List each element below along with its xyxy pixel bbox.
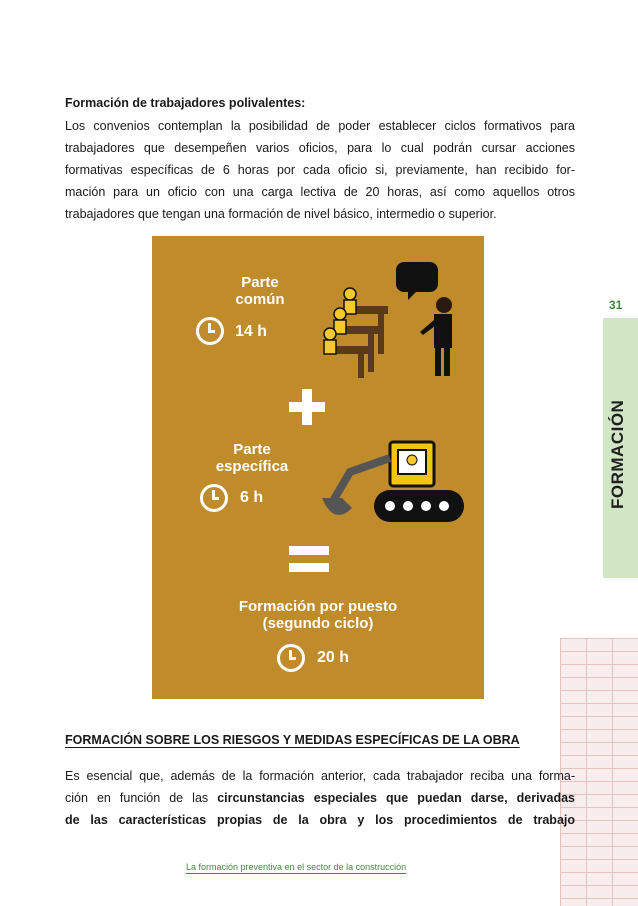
paragraph-line: Es esencial que, además de la formación anterior, cada trabajador reciba una forma- bbox=[65, 769, 575, 783]
equals-symbol-bottom bbox=[289, 563, 329, 572]
paragraph bbox=[65, 115, 575, 225]
paragraph-line: trabajadores que tengan una formación de nivel básico, intermedio o superior. bbox=[65, 207, 497, 221]
clock-icon bbox=[196, 317, 224, 345]
common-hours: 14 h bbox=[235, 323, 268, 340]
specific-hours: 6 h bbox=[240, 489, 264, 506]
paragraph bbox=[65, 765, 575, 831]
paragraph-line: trabajadores que desempeñen varios oficios, para lo cual podrán cursar acciones bbox=[65, 141, 575, 155]
page-number: 31 bbox=[609, 298, 623, 312]
equals-symbol-top bbox=[289, 546, 329, 555]
clock-icon bbox=[200, 484, 228, 512]
paragraph-line: de las características propias de la obra y los procedimientos de trabajo bbox=[65, 813, 575, 827]
clock-icon bbox=[277, 644, 305, 672]
plus-symbol-vertical bbox=[302, 389, 312, 425]
paragraph-line: Los convenios contemplan la posibilidad de poder establecer ciclos formativos para bbox=[65, 119, 575, 133]
section-heading: FORMACIÓN SOBRE LOS RIESGOS Y MEDIDAS ESPECÍFICAS DE LA OBRA bbox=[65, 733, 520, 747]
common-label: Parte común bbox=[235, 274, 285, 308]
section-heading: Formación de trabajadores polivalentes: bbox=[65, 96, 306, 110]
paragraph-line: formativas específicas de 6 horas por cada oficio si, previamente, han recibido for- bbox=[65, 163, 575, 177]
total-label: Formación por puesto (segundo ciclo) bbox=[238, 598, 398, 632]
training-infographic bbox=[152, 236, 484, 699]
paragraph-line: mación para un oficio con una carga lectiva de 20 horas, así como aquellos otros bbox=[65, 185, 575, 199]
classroom-illustration bbox=[292, 260, 472, 380]
total-hours: 20 h bbox=[317, 649, 350, 666]
section-tab-label: FORMACIÓN bbox=[608, 399, 627, 509]
specific-label: Parte específica bbox=[215, 441, 289, 475]
paragraph-line: ción en función de las circunstancias especiales que puedan darse, derivadas bbox=[65, 791, 575, 805]
page-footer: La formación preventiva en el sector de la construcción bbox=[186, 862, 407, 872]
excavator-illustration bbox=[320, 436, 480, 526]
